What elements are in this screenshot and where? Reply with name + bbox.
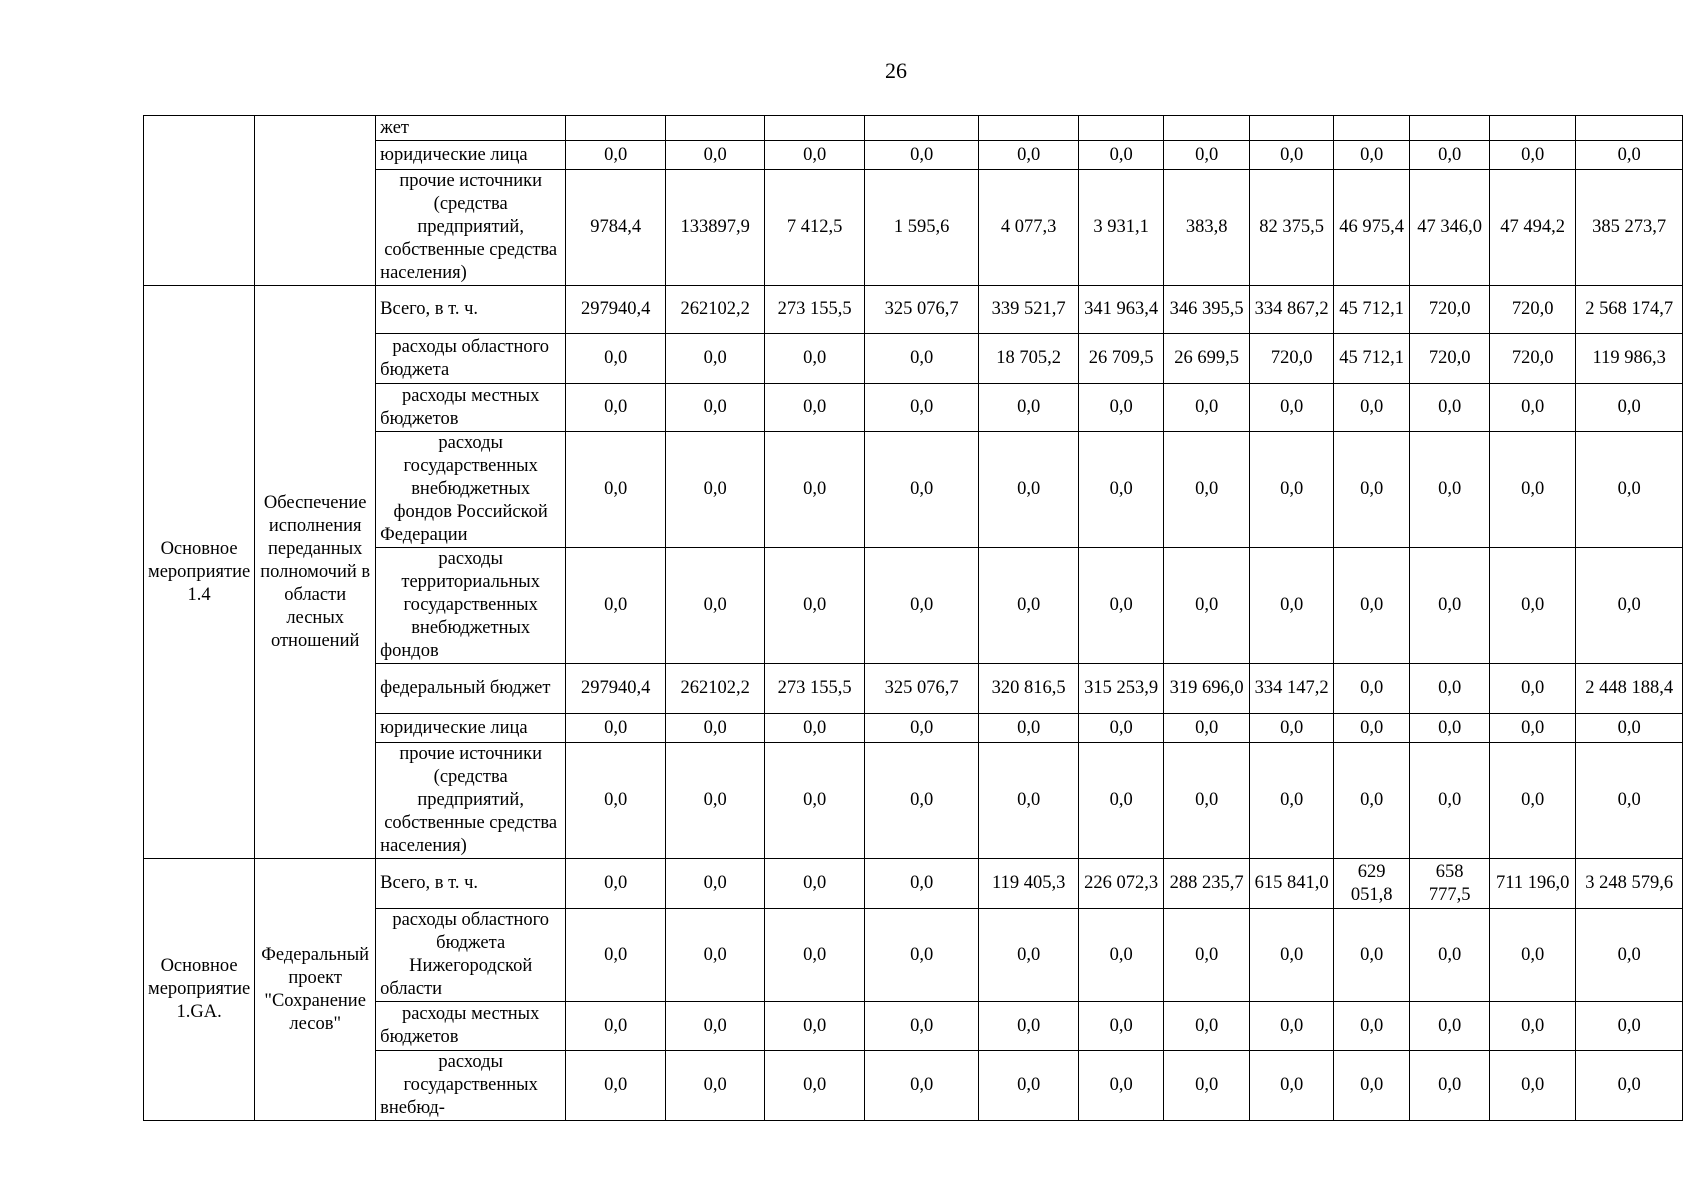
value-cell: 9784,4 xyxy=(566,170,666,286)
funding-source-cell: расходы государственных внебюд- xyxy=(376,1051,566,1121)
value-cell: 711 196,0 xyxy=(1490,859,1576,909)
value-cell: 0,0 xyxy=(765,548,865,664)
value-cell: 0,0 xyxy=(1410,743,1490,859)
value-cell: 0,0 xyxy=(1164,1002,1250,1051)
value-cell: 383,8 xyxy=(1164,170,1250,286)
value-cell: 0,0 xyxy=(865,743,979,859)
value-cell: 47 494,2 xyxy=(1490,170,1576,286)
value-cell xyxy=(1490,116,1576,141)
value-cell: 0,0 xyxy=(1576,1002,1683,1051)
value-cell xyxy=(865,116,979,141)
value-cell: 658 777,5 xyxy=(1410,859,1490,909)
value-cell: 0,0 xyxy=(1576,384,1683,432)
value-cell: 133897,9 xyxy=(666,170,765,286)
value-cell: 0,0 xyxy=(979,141,1079,170)
value-cell: 0,0 xyxy=(1250,909,1334,1002)
value-cell: 0,0 xyxy=(1250,743,1334,859)
value-cell: 3 931,1 xyxy=(1079,170,1164,286)
value-cell xyxy=(765,116,865,141)
value-cell: 0,0 xyxy=(765,1002,865,1051)
value-cell: 0,0 xyxy=(865,714,979,743)
value-cell: 0,0 xyxy=(1334,384,1410,432)
value-cell: 0,0 xyxy=(865,432,979,548)
value-cell: 0,0 xyxy=(1334,743,1410,859)
table-row xyxy=(144,286,1683,334)
value-cell: 0,0 xyxy=(1490,664,1576,714)
value-cell: 0,0 xyxy=(1250,1002,1334,1051)
value-cell: 226 072,3 xyxy=(1079,859,1164,909)
activity-name-cell xyxy=(255,116,376,286)
value-cell: 0,0 xyxy=(765,909,865,1002)
value-cell: 0,0 xyxy=(1490,1002,1576,1051)
value-cell: 0,0 xyxy=(1410,1051,1490,1121)
value-cell: 0,0 xyxy=(865,141,979,170)
value-cell: 0,0 xyxy=(1490,432,1576,548)
activity-name-cell: Федеральный проект "Сохранение лесов" xyxy=(255,859,376,1121)
value-cell: 334 867,2 xyxy=(1250,286,1334,334)
value-cell: 0,0 xyxy=(566,1051,666,1121)
value-cell: 346 395,5 xyxy=(1164,286,1250,334)
value-cell: 0,0 xyxy=(1490,714,1576,743)
value-cell: 0,0 xyxy=(1576,432,1683,548)
table-row xyxy=(144,116,1683,141)
value-cell: 0,0 xyxy=(1164,384,1250,432)
value-cell: 0,0 xyxy=(765,141,865,170)
value-cell: 0,0 xyxy=(666,548,765,664)
value-cell: 0,0 xyxy=(1250,141,1334,170)
value-cell: 0,0 xyxy=(1079,1002,1164,1051)
value-cell: 720,0 xyxy=(1490,286,1576,334)
value-cell: 0,0 xyxy=(666,743,765,859)
value-cell xyxy=(979,116,1079,141)
value-cell: 0,0 xyxy=(979,384,1079,432)
value-cell: 0,0 xyxy=(1079,432,1164,548)
value-cell: 0,0 xyxy=(979,909,1079,1002)
value-cell: 0,0 xyxy=(1334,909,1410,1002)
value-cell: 0,0 xyxy=(1490,743,1576,859)
value-cell: 0,0 xyxy=(1410,714,1490,743)
value-cell: 0,0 xyxy=(1250,1051,1334,1121)
funding-source-cell: Всего, в т. ч. xyxy=(376,286,566,334)
value-cell: 0,0 xyxy=(1490,548,1576,664)
value-cell: 0,0 xyxy=(765,334,865,384)
value-cell xyxy=(666,116,765,141)
value-cell: 0,0 xyxy=(765,859,865,909)
value-cell: 18 705,2 xyxy=(979,334,1079,384)
funding-source-cell: юридические лица xyxy=(376,141,566,170)
value-cell: 0,0 xyxy=(979,714,1079,743)
value-cell: 320 816,5 xyxy=(979,664,1079,714)
value-cell: 0,0 xyxy=(666,714,765,743)
value-cell: 0,0 xyxy=(865,909,979,1002)
funding-source-cell: прочие источники (средства предприятий, собственные средства населения) xyxy=(376,170,566,286)
activity-group-cell: Основное мероприятие 1.4 xyxy=(144,286,255,859)
value-cell: 0,0 xyxy=(1490,141,1576,170)
value-cell: 0,0 xyxy=(1250,548,1334,664)
value-cell: 0,0 xyxy=(566,548,666,664)
value-cell: 0,0 xyxy=(1250,714,1334,743)
value-cell: 341 963,4 xyxy=(1079,286,1164,334)
value-cell: 0,0 xyxy=(1334,664,1410,714)
value-cell: 0,0 xyxy=(765,432,865,548)
value-cell: 0,0 xyxy=(1079,743,1164,859)
value-cell: 0,0 xyxy=(865,384,979,432)
value-cell xyxy=(1410,116,1490,141)
value-cell: 0,0 xyxy=(1576,909,1683,1002)
value-cell: 0,0 xyxy=(1164,432,1250,548)
value-cell: 0,0 xyxy=(1164,1051,1250,1121)
value-cell: 0,0 xyxy=(765,1051,865,1121)
value-cell: 0,0 xyxy=(566,743,666,859)
value-cell: 0,0 xyxy=(865,1002,979,1051)
value-cell: 0,0 xyxy=(566,432,666,548)
value-cell: 0,0 xyxy=(566,714,666,743)
funding-source-cell: жет xyxy=(376,116,566,141)
value-cell: 0,0 xyxy=(666,859,765,909)
value-cell: 0,0 xyxy=(1334,141,1410,170)
value-cell: 0,0 xyxy=(1079,141,1164,170)
value-cell: 0,0 xyxy=(1576,548,1683,664)
value-cell: 0,0 xyxy=(979,743,1079,859)
value-cell: 0,0 xyxy=(1164,141,1250,170)
value-cell: 0,0 xyxy=(1334,548,1410,664)
value-cell: 0,0 xyxy=(566,859,666,909)
value-cell: 45 712,1 xyxy=(1334,286,1410,334)
value-cell: 0,0 xyxy=(666,334,765,384)
value-cell: 385 273,7 xyxy=(1576,170,1683,286)
value-cell xyxy=(566,116,666,141)
value-cell: 46 975,4 xyxy=(1334,170,1410,286)
value-cell: 0,0 xyxy=(666,384,765,432)
activity-group-cell: Основное мероприятие 1.GA. xyxy=(144,859,255,1121)
value-cell: 339 521,7 xyxy=(979,286,1079,334)
value-cell: 0,0 xyxy=(666,1002,765,1051)
value-cell: 0,0 xyxy=(1079,1051,1164,1121)
value-cell: 0,0 xyxy=(1410,909,1490,1002)
value-cell: 0,0 xyxy=(979,1051,1079,1121)
value-cell: 0,0 xyxy=(1250,432,1334,548)
value-cell: 0,0 xyxy=(765,743,865,859)
financing-table xyxy=(143,115,1683,1121)
value-cell xyxy=(1334,116,1410,141)
value-cell: 3 248 579,6 xyxy=(1576,859,1683,909)
value-cell: 288 235,7 xyxy=(1164,859,1250,909)
value-cell: 334 147,2 xyxy=(1250,664,1334,714)
value-cell: 325 076,7 xyxy=(865,664,979,714)
activity-group-cell xyxy=(144,116,255,286)
value-cell: 0,0 xyxy=(1490,1051,1576,1121)
value-cell: 0,0 xyxy=(566,909,666,1002)
value-cell: 7 412,5 xyxy=(765,170,865,286)
funding-source-cell: юридические лица xyxy=(376,714,566,743)
page-number: 26 xyxy=(885,58,907,83)
value-cell: 0,0 xyxy=(979,1002,1079,1051)
funding-source-cell: расходы областного бюджета Нижегородской области xyxy=(376,909,566,1002)
value-cell: 273 155,5 xyxy=(765,286,865,334)
value-cell: 0,0 xyxy=(765,714,865,743)
value-cell: 262102,2 xyxy=(666,664,765,714)
value-cell: 0,0 xyxy=(1079,384,1164,432)
value-cell: 0,0 xyxy=(566,1002,666,1051)
funding-source-cell: расходы местных бюджетов xyxy=(376,384,566,432)
value-cell: 0,0 xyxy=(1250,384,1334,432)
value-cell: 720,0 xyxy=(1410,334,1490,384)
funding-source-cell: Всего, в т. ч. xyxy=(376,859,566,909)
value-cell: 0,0 xyxy=(1490,384,1576,432)
value-cell: 0,0 xyxy=(1490,909,1576,1002)
value-cell: 0,0 xyxy=(865,1051,979,1121)
value-cell: 2 568 174,7 xyxy=(1576,286,1683,334)
value-cell: 315 253,9 xyxy=(1079,664,1164,714)
value-cell xyxy=(1576,116,1683,141)
value-cell: 1 595,6 xyxy=(865,170,979,286)
value-cell: 720,0 xyxy=(1410,286,1490,334)
value-cell: 2 448 188,4 xyxy=(1576,664,1683,714)
value-cell: 0,0 xyxy=(1164,743,1250,859)
value-cell: 0,0 xyxy=(1410,1002,1490,1051)
value-cell xyxy=(1079,116,1164,141)
value-cell: 0,0 xyxy=(666,1051,765,1121)
value-cell: 0,0 xyxy=(1334,1002,1410,1051)
funding-source-cell: расходы областного бюджета xyxy=(376,334,566,384)
funding-source-cell: прочие источники (средства предприятий, собственные средства населения) xyxy=(376,743,566,859)
value-cell: 0,0 xyxy=(1164,714,1250,743)
value-cell: 4 077,3 xyxy=(979,170,1079,286)
value-cell: 0,0 xyxy=(1410,432,1490,548)
value-cell: 0,0 xyxy=(1410,664,1490,714)
value-cell: 0,0 xyxy=(1164,548,1250,664)
activity-name-cell: Обеспечение исполнения переданных полномочий в области лесных отношений xyxy=(255,286,376,859)
value-cell: 0,0 xyxy=(1334,432,1410,548)
value-cell: 325 076,7 xyxy=(865,286,979,334)
value-cell: 0,0 xyxy=(1576,1051,1683,1121)
value-cell: 26 709,5 xyxy=(1079,334,1164,384)
value-cell: 0,0 xyxy=(1079,909,1164,1002)
value-cell: 262102,2 xyxy=(666,286,765,334)
value-cell: 319 696,0 xyxy=(1164,664,1250,714)
funding-source-cell: расходы местных бюджетов xyxy=(376,1002,566,1051)
value-cell: 47 346,0 xyxy=(1410,170,1490,286)
value-cell: 0,0 xyxy=(666,909,765,1002)
value-cell: 0,0 xyxy=(1164,909,1250,1002)
value-cell: 119 405,3 xyxy=(979,859,1079,909)
value-cell: 297940,4 xyxy=(566,286,666,334)
value-cell: 26 699,5 xyxy=(1164,334,1250,384)
value-cell: 82 375,5 xyxy=(1250,170,1334,286)
value-cell: 629 051,8 xyxy=(1334,859,1410,909)
value-cell: 0,0 xyxy=(1576,714,1683,743)
value-cell: 0,0 xyxy=(979,548,1079,664)
value-cell: 0,0 xyxy=(1079,548,1164,664)
value-cell: 0,0 xyxy=(979,432,1079,548)
value-cell: 0,0 xyxy=(1576,743,1683,859)
value-cell: 0,0 xyxy=(865,334,979,384)
value-cell: 615 841,0 xyxy=(1250,859,1334,909)
funding-source-cell: расходы территориальных государственных внебюджетных фондов xyxy=(376,548,566,664)
table-row xyxy=(144,859,1683,909)
value-cell: 720,0 xyxy=(1250,334,1334,384)
value-cell: 0,0 xyxy=(1410,384,1490,432)
value-cell: 0,0 xyxy=(1079,714,1164,743)
value-cell: 45 712,1 xyxy=(1334,334,1410,384)
value-cell: 0,0 xyxy=(566,141,666,170)
value-cell: 0,0 xyxy=(1334,1051,1410,1121)
value-cell: 0,0 xyxy=(865,548,979,664)
value-cell: 0,0 xyxy=(1410,141,1490,170)
value-cell: 0,0 xyxy=(1410,548,1490,664)
value-cell xyxy=(1164,116,1250,141)
value-cell: 0,0 xyxy=(1334,714,1410,743)
value-cell: 273 155,5 xyxy=(765,664,865,714)
value-cell xyxy=(1250,116,1334,141)
value-cell: 0,0 xyxy=(566,384,666,432)
value-cell: 0,0 xyxy=(765,384,865,432)
value-cell: 720,0 xyxy=(1490,334,1576,384)
funding-source-cell: федеральный бюджет xyxy=(376,664,566,714)
value-cell: 0,0 xyxy=(666,141,765,170)
funding-source-cell: расходы государственных внебюджетных фондов Российской Федерации xyxy=(376,432,566,548)
value-cell: 119 986,3 xyxy=(1576,334,1683,384)
value-cell: 0,0 xyxy=(666,432,765,548)
value-cell: 0,0 xyxy=(865,859,979,909)
value-cell: 297940,4 xyxy=(566,664,666,714)
value-cell: 0,0 xyxy=(1576,141,1683,170)
value-cell: 0,0 xyxy=(566,334,666,384)
